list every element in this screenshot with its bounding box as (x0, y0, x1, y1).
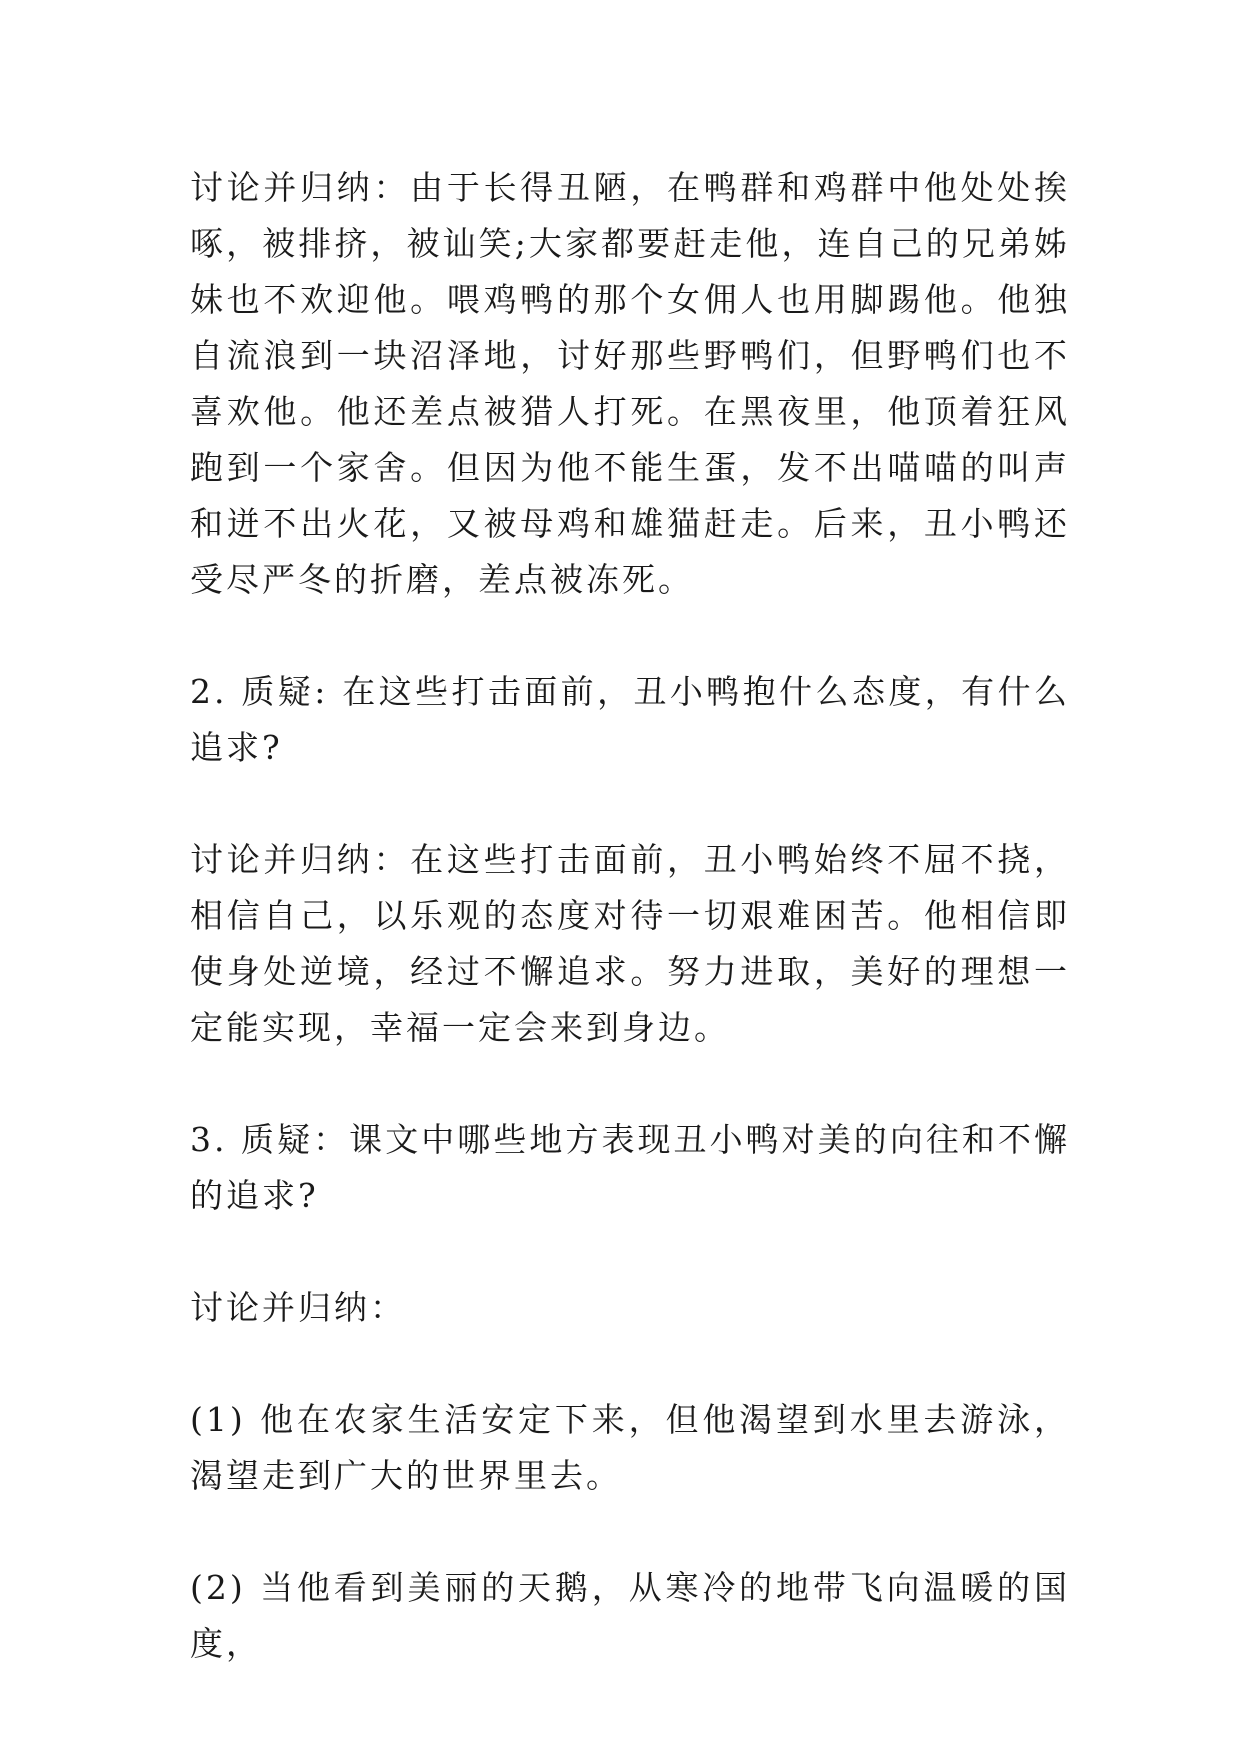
document-body (190, 160, 1070, 1672)
paragraph-discussion-2: 讨论并归纳：在这些打击面前，丑小鸭始终不屈不挠，相信自己，以乐观的态度对待一切艰难困苦。他相信即使身处逆境，经过不懈追求。努力进取，美好的理想一定能实现，幸福一定会来到身边。 (190, 840, 1070, 1047)
paragraph-question-2: 2. 质疑: 在这些打击面前，丑小鸭抱什么态度，有什么追求? (190, 672, 1070, 767)
paragraph-point-2: (2) 当他看到美丽的天鹅，从寒冷的地带飞向温暖的国度， (190, 1568, 1070, 1663)
paragraph-discussion-3-heading: 讨论并归纳： (190, 1288, 406, 1327)
paragraph-question-3: 3. 质疑：课文中哪些地方表现丑小鸭对美的向往和不懈的追求? (190, 1120, 1070, 1215)
paragraph-discussion-1: 讨论并归纳：由于长得丑陋，在鸭群和鸡群中他处处挨啄，被排挤，被讪笑;大家都要赶走他，连自己的兄弟姊妹也不欢迎他。喂鸡鸭的那个女佣人也用脚踢他。他独自流浪到一块沼泽地，讨好那些野鸭们，但野鸭们也不喜欢他。他还差点被猎人打死。在黑夜里，他顶着狂风跑到一个家舍。但因为他不能生蛋，发不出喵喵的叫声和迸不出火花，又被母鸡和雄猫赶走。后来，丑小鸭还受尽严冬的折磨，差点被冻死。 (190, 168, 1070, 599)
paragraph-point-1: (1) 他在农家生活安定下来，但他渴望到水里去游泳，渴望走到广大的世界里去。 (190, 1400, 1070, 1495)
